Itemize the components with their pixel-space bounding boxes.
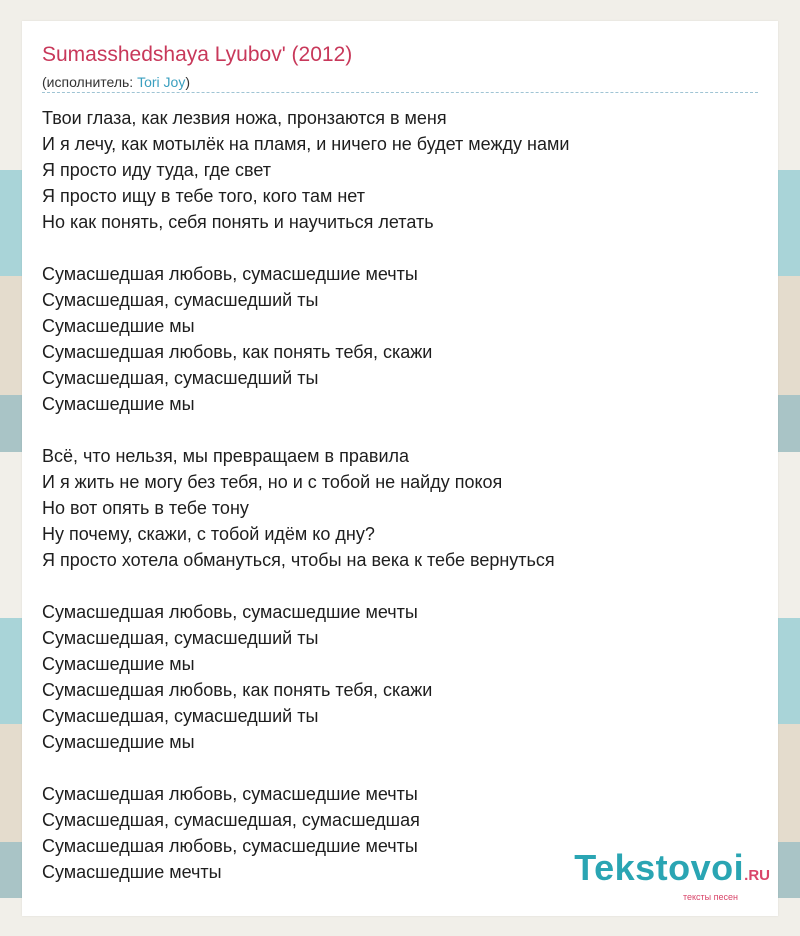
logo-name: Tekstovoi <box>574 847 745 888</box>
song-title: Sumasshedshaya Lyubov' (2012) <box>42 43 353 66</box>
lyric-line: Сумасшедшая, сумасшедший ты <box>42 368 319 388</box>
logo-tagline: тексты песен <box>682 892 738 902</box>
lyric-line: Сумасшедшая, сумасшедший ты <box>42 628 319 648</box>
lyric-line: Но как понять, себя понять и научиться летать <box>42 212 434 232</box>
lyrics-body <box>42 105 758 885</box>
lyric-line: Я просто иду туда, где свет <box>42 160 272 180</box>
lyric-line: Сумасшедшие мечты <box>42 862 222 882</box>
stanza-break <box>42 573 758 599</box>
lyric-line: Сумасшедшая любовь, сумасшедшие мечты <box>42 602 418 622</box>
lyric-line: Ну почему, скажи, с тобой идём ко дну? <box>42 524 375 544</box>
artist-link[interactable]: Tori Joy <box>137 74 186 90</box>
stanza-break <box>42 235 758 261</box>
logo-tld: .RU <box>744 867 770 884</box>
lyric-line: Сумасшедшая, сумасшедшая, сумасшедшая <box>42 810 420 830</box>
lyric-line: Сумасшедшие мы <box>42 732 195 752</box>
lyric-line: И я лечу, как мотылёк на пламя, и ничего не будет между нами <box>42 134 570 154</box>
lyric-line: Но вот опять в тебе тону <box>42 498 249 518</box>
lyric-line: Я просто хотела обмануться, чтобы на века к тебе вернуться <box>42 550 555 570</box>
lyric-line: Твои глаза, как лезвия ножа, пронзаются в меня <box>42 108 447 128</box>
artist-prefix: (исполнитель: <box>42 74 138 90</box>
site-logo[interactable] <box>574 847 770 902</box>
artist-line <box>42 74 190 90</box>
lyric-line: Сумасшедшие мы <box>42 654 195 674</box>
lyric-line: Сумасшедшая любовь, сумасшедшие мечты <box>42 836 418 856</box>
lyric-line: И я жить не могу без тебя, но и с тобой не найду покоя <box>42 472 503 492</box>
stanza-break <box>42 755 758 781</box>
lyric-line: Сумасшедшая любовь, сумасшедшие мечты <box>42 784 418 804</box>
lyric-line: Сумасшедшие мы <box>42 394 195 414</box>
title-divider <box>42 92 758 93</box>
stanza-break <box>42 417 758 443</box>
artist-suffix: ) <box>185 74 190 90</box>
lyric-line: Я просто ищу в тебе того, кого там нет <box>42 186 365 206</box>
lyric-line: Сумасшедшая любовь, сумасшедшие мечты <box>42 264 418 284</box>
lyric-line: Сумасшедшая, сумасшедший ты <box>42 290 319 310</box>
lyrics-card <box>22 21 778 916</box>
lyric-line: Сумасшедшие мы <box>42 316 195 336</box>
lyric-line: Сумасшедшая любовь, как понять тебя, скажи <box>42 342 433 362</box>
logo-wordmark <box>574 847 770 894</box>
lyric-line: Сумасшедшая любовь, как понять тебя, скажи <box>42 680 433 700</box>
lyric-line: Всё, что нельзя, мы превращаем в правила <box>42 446 410 466</box>
lyric-line: Сумасшедшая, сумасшедший ты <box>42 706 319 726</box>
